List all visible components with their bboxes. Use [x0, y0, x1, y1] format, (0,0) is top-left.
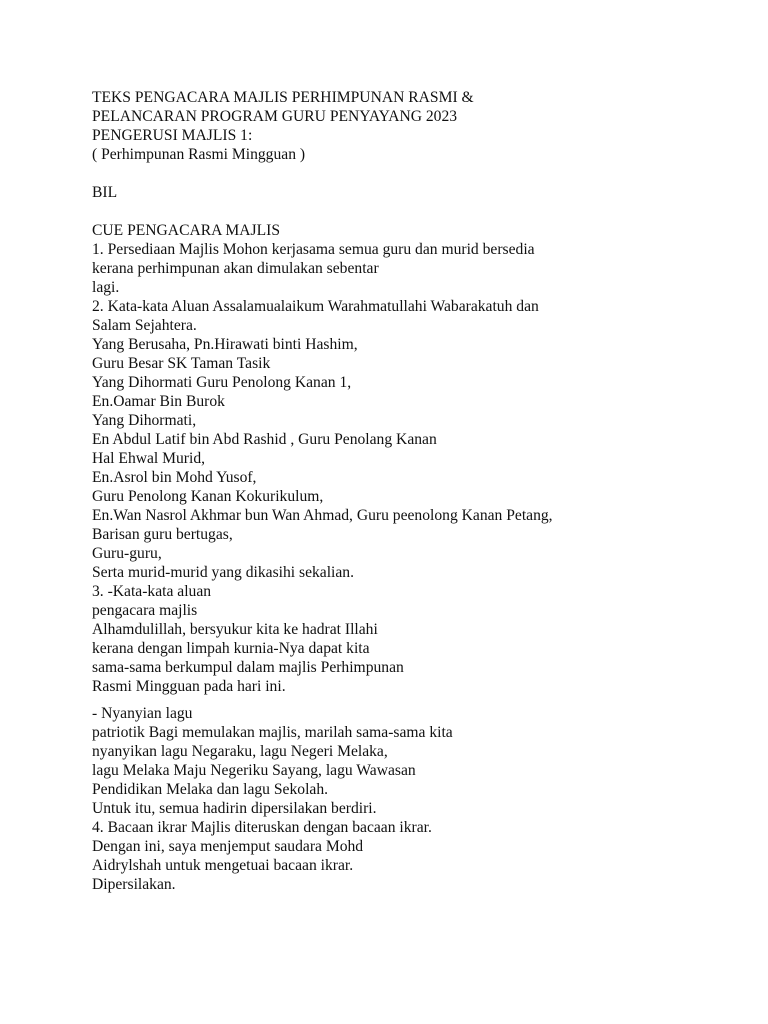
- text-line: Yang Berusaha, Pn.Hirawati binti Hashim,: [92, 336, 358, 353]
- text-line: Alhamdulillah, bersyukur kita ke hadrat Illahi: [92, 621, 378, 638]
- text-line: Barisan guru bertugas,: [92, 526, 233, 543]
- text-line: Aidrylshah untuk mengetuai bacaan ikrar.: [92, 857, 354, 874]
- script-section-b: [92, 704, 732, 894]
- text-line: CUE PENGACARA MAJLIS: [92, 222, 281, 239]
- text-line: Dipersilakan.: [92, 876, 176, 893]
- text-line: Pendidikan Melaka dan lagu Sekolah.: [92, 781, 329, 798]
- spacer: [92, 696, 732, 704]
- document-page: [92, 88, 732, 894]
- text-line: En.Asrol bin Mohd Yusof,: [92, 469, 257, 486]
- text-line: Yang Dihormati Guru Penolong Kanan 1,: [92, 374, 352, 391]
- text-line: kerana dengan limpah kurnia-Nya dapat kita: [92, 640, 370, 657]
- text-line: 1. Persediaan Majlis Mohon kerjasama semua guru dan murid bersedia: [92, 241, 535, 258]
- text-line: lagi.: [92, 279, 120, 296]
- chair-heading: PENGERUSI MAJLIS 1:: [92, 127, 253, 144]
- text-line: Guru Penolong Kanan Kokurikulum,: [92, 488, 324, 505]
- bil-label: BIL: [92, 184, 118, 201]
- text-line: 4. Bacaan ikrar Majlis diteruskan dengan bacaan ikrar.: [92, 819, 432, 836]
- document-header: [92, 88, 732, 164]
- text-line: nyanyikan lagu Negaraku, lagu Negeri Melaka,: [92, 743, 388, 760]
- text-line: - Nyanyian lagu: [92, 705, 193, 722]
- text-line: Untuk itu, semua hadirin dipersilakan berdiri.: [92, 800, 377, 817]
- text-line: sama-sama berkumpul dalam majlis Perhimpunan: [92, 659, 404, 676]
- text-line: 3. -Kata-kata aluan: [92, 583, 212, 600]
- text-line: pengacara majlis: [92, 602, 198, 619]
- text-line: En.Oamar Bin Burok: [92, 393, 225, 410]
- text-line: kerana perhimpunan akan dimulakan sebentar: [92, 260, 379, 277]
- text-line: 2. Kata-kata Aluan Assalamualaikum Warahmatullahi Wabarakatuh dan: [92, 298, 539, 315]
- text-line: Yang Dihormati,: [92, 412, 197, 429]
- text-line: Hal Ehwal Murid,: [92, 450, 206, 467]
- text-line: lagu Melaka Maju Negeriku Sayang, lagu Wawasan: [92, 762, 416, 779]
- text-line: Salam Sejahtera.: [92, 317, 197, 334]
- text-line: En Abdul Latif bin Abd Rashid , Guru Penolang Kanan: [92, 431, 437, 448]
- text-line: En.Wan Nasrol Akhmar bun Wan Ahmad, Guru peenolong Kanan Petang,: [92, 507, 553, 524]
- title-line-2: PELANCARAN PROGRAM GURU PENYAYANG 2023: [92, 108, 458, 125]
- spacer: [92, 164, 732, 183]
- text-line: patriotik Bagi memulakan majlis, marilah sama-sama kita: [92, 724, 453, 741]
- text-line: Guru Besar SK Taman Tasik: [92, 355, 271, 372]
- spacer: [92, 202, 732, 221]
- text-line: Serta murid-murid yang dikasihi sekalian.: [92, 564, 355, 581]
- title-line-1: TEKS PENGACARA MAJLIS PERHIMPUNAN RASMI &: [92, 89, 474, 106]
- text-line: Dengan ini, saya menjemput saudara Mohd: [92, 838, 364, 855]
- assembly-subtitle: ( Perhimpunan Rasmi Mingguan ): [92, 146, 306, 163]
- text-line: Rasmi Mingguan pada hari ini.: [92, 678, 286, 695]
- text-line: Guru-guru,: [92, 545, 162, 562]
- script-section-a: [92, 221, 732, 696]
